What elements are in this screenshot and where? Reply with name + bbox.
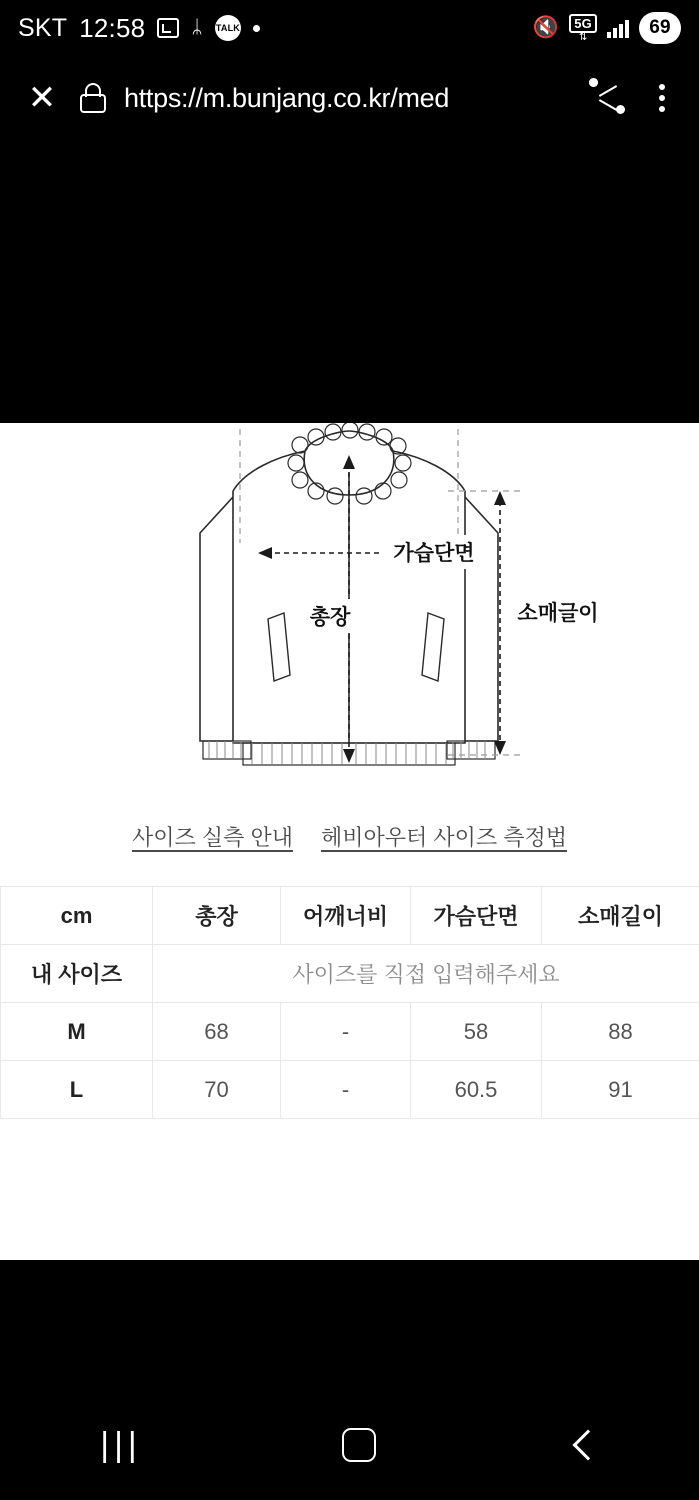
size-table (0, 886, 699, 1119)
status-bar-right (533, 12, 681, 44)
row-label-l: L (1, 1061, 153, 1119)
status-bar-left (18, 13, 533, 44)
back-icon[interactable] (572, 1429, 603, 1460)
link-size-guide[interactable]: 사이즈 실측 안내 (132, 825, 293, 850)
header-unit: cm (1, 887, 153, 945)
clock-label: 12:58 (79, 12, 146, 43)
table-header-row (1, 887, 699, 945)
cell-m-total-length: 68 (153, 1003, 281, 1061)
cell-m-shoulder: - (281, 1003, 411, 1061)
status-bar (0, 0, 699, 56)
table-row (1, 1061, 699, 1119)
link-outer-measure-guide[interactable]: 헤비아우터 사이즈 측정법 (321, 825, 567, 850)
carrier-label: SKT (18, 13, 68, 42)
my-size-label: 내 사이즈 (1, 945, 153, 1003)
garment-diagram (0, 423, 699, 813)
diagram-label-length: 총장 (309, 606, 351, 629)
cell-l-sleeve: 91 (542, 1061, 699, 1119)
cast-icon (157, 18, 179, 38)
recents-icon[interactable]: ||| (100, 1425, 142, 1464)
header-sleeve: 소매길이 (542, 887, 699, 945)
lock-icon (80, 83, 106, 113)
guide-links (0, 821, 699, 852)
size-guide-panel (0, 423, 699, 1260)
header-total-length: 총장 (153, 887, 281, 945)
signal-icon (607, 18, 629, 38)
kakaotalk-icon: TALK (215, 15, 241, 41)
my-size-row[interactable] (1, 945, 699, 1003)
battery-icon: 69 (639, 12, 681, 44)
overflow-menu-icon[interactable] (647, 84, 677, 112)
bluetooth-icon: ᛦ (191, 17, 203, 38)
row-label-m: M (1, 1003, 153, 1061)
my-size-input[interactable]: 사이즈를 직접 입력해주세요 (153, 945, 699, 1003)
mute-icon: 🔇 (532, 16, 560, 39)
share-icon[interactable] (589, 78, 629, 118)
web-content (0, 140, 699, 1390)
cell-m-chest: 58 (411, 1003, 542, 1061)
cell-l-total-length: 70 (153, 1061, 281, 1119)
android-nav-bar (0, 1390, 699, 1500)
browser-toolbar (0, 56, 699, 140)
url-text[interactable]: https://m.bunjang.co.kr/med (124, 82, 450, 113)
dot-icon (253, 25, 260, 32)
5g-icon: 5G ⇅ (569, 14, 597, 42)
header-chest: 가슴단면 (411, 887, 542, 945)
diagram-label-chest: 가습단면 (393, 542, 475, 565)
close-icon[interactable]: ✕ (27, 79, 57, 117)
header-shoulder: 어깨너비 (281, 887, 411, 945)
cell-m-sleeve: 88 (542, 1003, 699, 1061)
table-row (1, 1003, 699, 1061)
cell-l-shoulder: - (281, 1061, 411, 1119)
cell-l-chest: 60.5 (411, 1061, 542, 1119)
diagram-label-sleeve: 소매글이 (517, 602, 599, 625)
home-icon[interactable] (342, 1428, 376, 1462)
